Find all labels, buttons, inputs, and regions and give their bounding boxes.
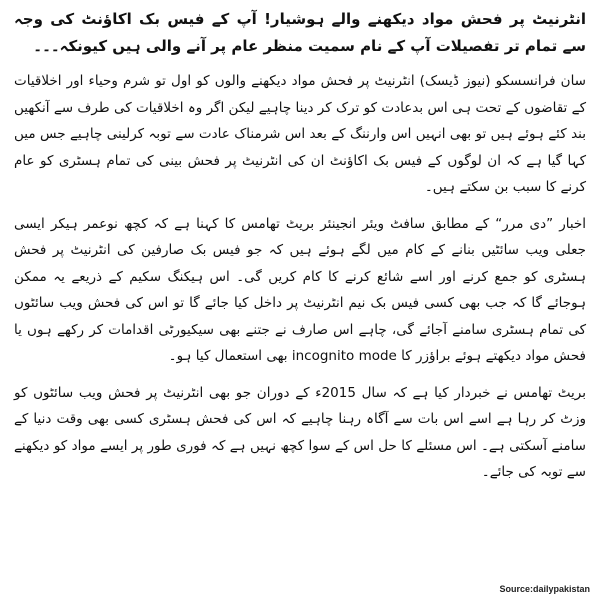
article-paragraph-3: بریٹ تھامس نے خبردار کیا ہے کہ سال 2015ء کے دوران جو بھی انٹرنیٹ پر فحش ویب سائٹوں کو وزٹ کر رہا ہے اسے اس بات سے آگاہ رہنا چاہیے کہ اس کی فحش ہسٹری کسی بھی وقت دنیا کے سامنے آسکتی ہے۔ اس مسئلے کا حل اس کے سوا کچھ نہیں ہے کہ فوری طور پر ایسے مواد کو دیکھنے سے توبہ کی جائے۔ xyxy=(14,384,586,480)
article-body xyxy=(14,6,586,486)
article-paragraph-1: سان فرانسسکو (نیوز ڈیسک) انٹرنیٹ پر فحش مواد دیکھنے والوں کو اول تو شرم وحیاء اور اخلاقیات کے تقاضوں کے تحت ہی اس بدعادت کو ترک کر دینا چاہیے لیکن اگر وہ اخلاقیات کی طرف سے آنکھیں بند کئے ہوئے ہیں تو بھی انہیں اس وارننگ کے بعد اس شرمناک عادت سے توبہ کرلینی چاہیے جس میں کہا گیا ہے کہ ان لوگوں کے فیس بک اکاؤنٹ ان کی انٹرنیٹ پر فحش بینی کی تمام ہسٹری کو عام کرنے کا سبب بن سکتے ہیں۔ xyxy=(14,73,586,195)
article-headline: انٹرنیٹ پر فحش مواد دیکھنے والے ہوشیار! آپ کے فیس بک اکاؤنٹ کی وجہ سے تمام تر تفصیلات آپ کے نام سمیت منظر عام پر آنے والی ہیں کیونکہ۔۔۔ xyxy=(14,10,586,55)
article-paragraph-2: اخبار ”دی مرر“ کے مطابق سافٹ ویئر انجینئر بریٹ تھامس کا کہنا ہے کہ کچھ نوعمر ہیکر ایسی جعلی ویب سائٹیں بنانے کے کام میں لگے ہوئے ہیں کہ جو فیس بک صارفین کی انٹرنیٹ پر فحش ہسٹری کو جمع کرنے اور اسے شائع کرنے کا کام کریں گی۔ اس ہیکنگ سکیم کے ذریعے یہ ممکن ہوجائے گا کہ جب بھی کسی فیس بک نیم انٹرنیٹ پر داخل کیا جائے گا تو اس کی فحش ویب سائٹوں کی تمام ہسٹری سامنے آجائے گی، چاہے اس صارف نے جتنے بھی سیکیورٹی اقدامات کر رکھے ہوں یا فحش مواد دیکھتے ہوئے براؤزر کا incognito mode بھی استعمال کیا ہو۔ xyxy=(14,215,586,364)
source-credit: Source:dailypakistan xyxy=(499,584,590,594)
